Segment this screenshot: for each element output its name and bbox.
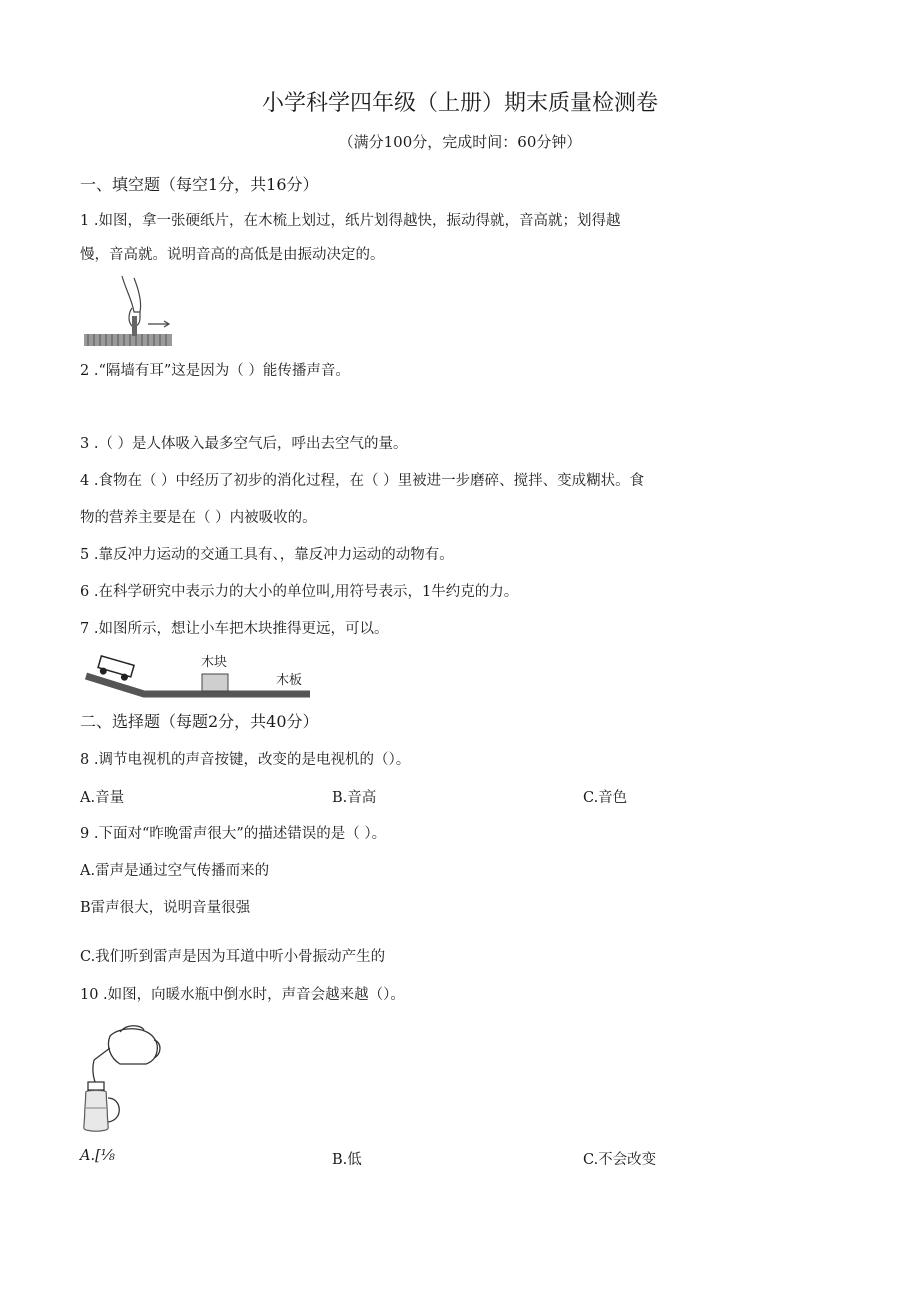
question-9-option-b: B雷声很大，说明音量很强 xyxy=(80,900,251,916)
question-4-line-1: 4 .食物在（ ）中经历了初步的消化过程，在（ ）里被进一步磨碎、搅拌、变成糊状。食 xyxy=(80,473,645,489)
question-2: 2 .“隔墙有耳”这是因为（ ）能传播声音。 xyxy=(80,363,350,379)
question-4-line-2: 物的营养主要是在（ ）内被吸收的。 xyxy=(80,510,317,526)
page-title: 小学科学四年级（上册）期末质量检测卷 xyxy=(261,91,658,116)
board-label: 木板 xyxy=(276,673,303,688)
question-10-option-a: A.[⅛ xyxy=(80,1148,115,1164)
comb-card-figure xyxy=(82,272,177,352)
question-8: 8 .调节电视机的声音按键，改变的是电视机的（）。 xyxy=(80,752,411,768)
thermos-pouring-figure xyxy=(80,1024,165,1136)
question-7: 7 .如图所示，想让小车把木块推得更远，可以。 xyxy=(80,621,389,637)
section-heading-choice: 二、选择题（每题2分，共40分） xyxy=(80,712,319,731)
block-label: 木块 xyxy=(201,655,228,670)
question-10-option-b: B.低 xyxy=(332,1152,362,1168)
page-subtitle: （满分100分，完成时间：60分钟） xyxy=(338,133,582,151)
question-8-option-b: B.音高 xyxy=(332,790,377,806)
question-9: 9 .下面对“昨晚雷声很大”的描述错误的是（ ）。 xyxy=(80,826,387,842)
question-1-line-2: 慢，音高就。说明音高的高低是由振动决定的。 xyxy=(80,247,385,263)
question-6: 6 .在科学研究中表示力的大小的单位叫,用符号表示，1牛约克的力。 xyxy=(80,584,519,600)
question-1-line-1: 1 .如图，拿一张硬纸片，在木梳上划过，纸片划得越快，振动得就，音高就；划得越 xyxy=(80,213,621,229)
question-8-option-a: A.音量 xyxy=(80,790,125,806)
section-heading-fill-blank: 一、填空题（每空1分，共16分） xyxy=(80,175,319,194)
question-5: 5 .靠反冲力运动的交通工具有、，靠反冲力运动的动物有。 xyxy=(80,547,454,563)
question-8-option-c: C.音色 xyxy=(583,790,628,806)
question-10: 10 .如图，向暖水瓶中倒水时，声音会越来越（）。 xyxy=(80,987,405,1003)
ramp-car-block-figure xyxy=(84,650,314,700)
question-9-option-a: A.雷声是通过空气传播而来的 xyxy=(80,863,270,879)
question-10-option-c: C.不会改变 xyxy=(583,1152,657,1168)
question-9-option-c: C.我们听到雷声是因为耳道中听小骨振动产生的 xyxy=(80,949,386,965)
question-3: 3 .（ ）是人体吸入最多空气后，呼出去空气的量。 xyxy=(80,436,408,452)
